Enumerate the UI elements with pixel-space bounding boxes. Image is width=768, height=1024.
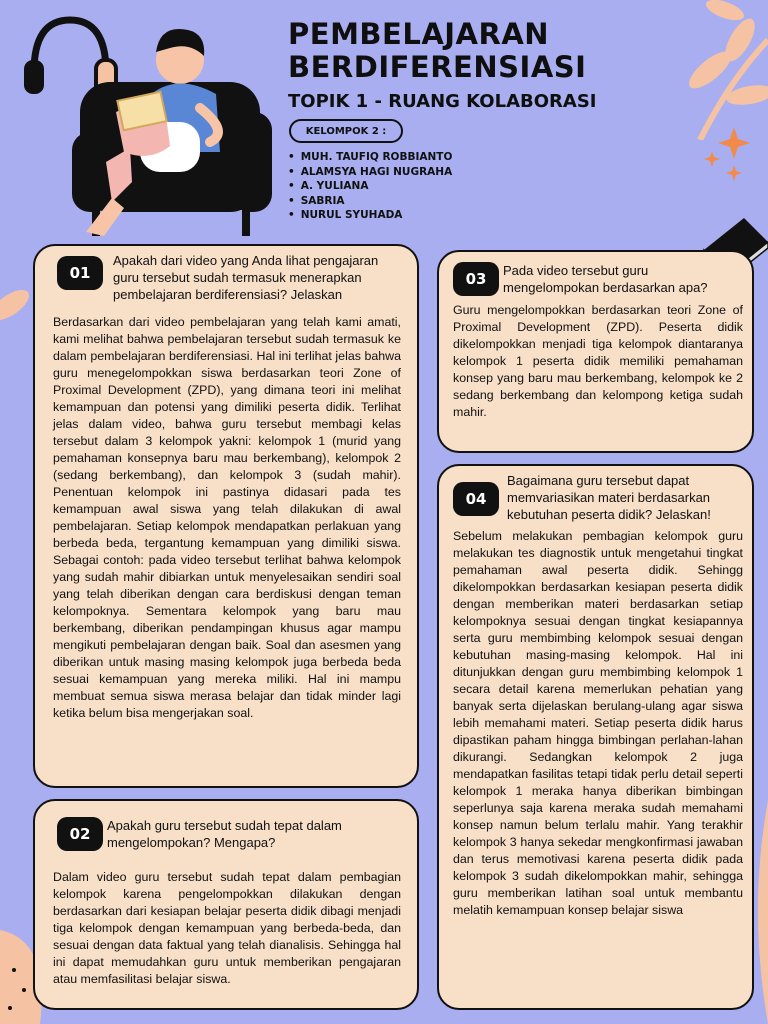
member-list — [288, 150, 452, 223]
answer-text: Dalam video guru tersebut sudah tepat dalam pembagian kelompok karena pengelompokkan dilakukan dengan berdasarkan dari kesiapan belajar peserta didik dibagi menjadi tiga kelompok dengan kemampuan yang berbeda-beda, dan sesuai dengan data faktual yang telah dianalisis. Sehingga hal ini dapat memudahkan guru untuk memberikan pengajaran atau memfasilitasi belajar siswa. — [53, 870, 401, 986]
page-title-line1: PEMBELAJARAN — [288, 17, 550, 51]
sparkle-icon — [700, 125, 750, 185]
headphones-icon — [24, 20, 116, 94]
question-text: Bagaimana guru tersebut dapat memvariasikan materi berdasarkan kebutuhan peserta didik? Jelaskan! — [507, 473, 711, 522]
question-text: Apakah guru tersebut sudah tepat dalam mengelompokan? Mengapa? — [107, 818, 342, 850]
question-text: Apakah dari video yang Anda lihat pengajaran guru tersebut sudah termasuk menerapkan pembelajaran berdiferensiasi? Jelaskan — [113, 253, 379, 302]
member-item: • A. YULIANA — [288, 179, 452, 194]
question-number-badge: 02 — [57, 817, 103, 851]
question-number-badge: 04 — [453, 482, 499, 516]
page-title-line2: BERDIFERENSIASI — [288, 50, 587, 84]
answer-text: Berdasarkan dari video pembelajaran yang telah kami amati, kami melihat bahwa pembelajaran tersebut sudah termasuk ke dalam pembelajaran berdiferensiasi. Hal ini terlihat jelas bahwa guru menegelompokkan siswa berdasarkan teori Zone of Proximal Development (ZPD), yang dimana teori ini melihat kemampuan dan potensi yang dimiliki peserta didik. Terlihat jelas dalam video, bahwa guru tersebut membagi kelas tersebut dalam 3 kelompok yakni: kelompok 1 (murid yang pemahaman konsepnya baru mau berkembang), kelompok 2 (sedang berkembang), dan kelompok 3 (sudah mahir). Penentuan kelompok ini pastinya didasari pada tes kemampuan awal siswa yang telah dilakukan di awal pembelajaran. Setiap kelompok mendapatkan perlakuan yang berbeda beda, tergantung kemampuan yang dimiliki siswa. Sebagai contoh: pada video tersebut terlihat bahwa kelompok yang sudah mahir dibiarkan untuk menyelesaikan sendiri soal yang telah diberikan dengan cara berdiskusi dengan teman kelompoknya. Sementara kelompok yang baru mau berkembang, diberikan pendampingan khusus agar mampu mengikuti pembelajaran dengan baik. Soal dan asesmen yang diberikan untuk masing masing kelompok juga berbeda beda sesuai kemampuan yang mereka miliki. Hal ini mampu membuat semua siswa merasa belajar dan tidak minder lagi ketika belum bisa mengerjakan soal. — [53, 315, 401, 720]
member-item: • MUH. TAUFIQ ROBBIANTO — [288, 150, 452, 165]
group-label: KELOMPOK 2 : — [289, 119, 403, 143]
question-card-02 — [33, 799, 419, 1010]
page-subtitle: TOPIK 1 - RUANG KOLABORASI — [288, 91, 597, 112]
question-card-04 — [437, 464, 754, 1010]
member-item: • ALAMSYA HAGI NUGRAHA — [288, 165, 452, 180]
member-item: • NURUL SYUHADA — [288, 208, 452, 223]
question-card-01 — [33, 244, 419, 788]
reading-student-illustration — [20, 12, 272, 244]
answer-text: Guru mengelompokkan berdasarkan teori Zone of Proximal Development (ZPD). Peserta didik dikelompokkan menjadi tiga kelompok diantaranya kelompok 1 peserta didik memiliki pemahaman konsep yang baru mau berkembang, kelompok ke 2 sedang berkembang dan kelompong ketiga sudah mahir. — [453, 303, 743, 419]
member-item: • SABRIA — [288, 194, 452, 209]
answer-text: Sebelum melakukan pembagian kelompok guru melakukan tes diagnostik untuk mengetahui tingkat pemahaman awal peserta didik. Sehingg dikelompokkan berdasarkan kesiapan peserta didik dengan memberikan materi berdasarkan setiap kelompoknya sesuai dengan tingkat kesiapannya serta guru membimbing kelompok sesuai dengan kebutuhan masing-masing kelompok. Hal ini ditunjukkan dengan guru membimbing kelompok 1 secara detail karena memerlukan pehatian yang banyak serta dijelaskan berulang-ulang agar siswa lebih memahami materi. Setiap peserta didik harus dipastikan paham hingga bimbingan perlahan-lahan dikurangi. Sedangkan kelompok 2 juga mendapatkan fasilitas tetapi tidak perlu detail seperti kelompok 1 meraka hanya diberikan bimbingan seperlunya saja karena meraka sudah memahami konsep namun belum terlalu mahir. Yang terakhir kelompok 3 hanya sekedar mengkonfirmasi jawaban dan terus memotivasi karena peserta didik pada kelompok 3 sudah dikelompokkan mahir, sehingga guru memberikan latihan soal untuk membantu melatih kemampuan konsep belajar siswa — [453, 529, 743, 917]
question-number-badge: 01 — [57, 256, 103, 290]
title-block — [288, 18, 708, 114]
question-text: Pada video tersebut guru mengelompokan berdasarkan apa? — [503, 263, 708, 295]
question-number-badge: 03 — [453, 262, 499, 296]
question-card-03 — [437, 250, 754, 453]
